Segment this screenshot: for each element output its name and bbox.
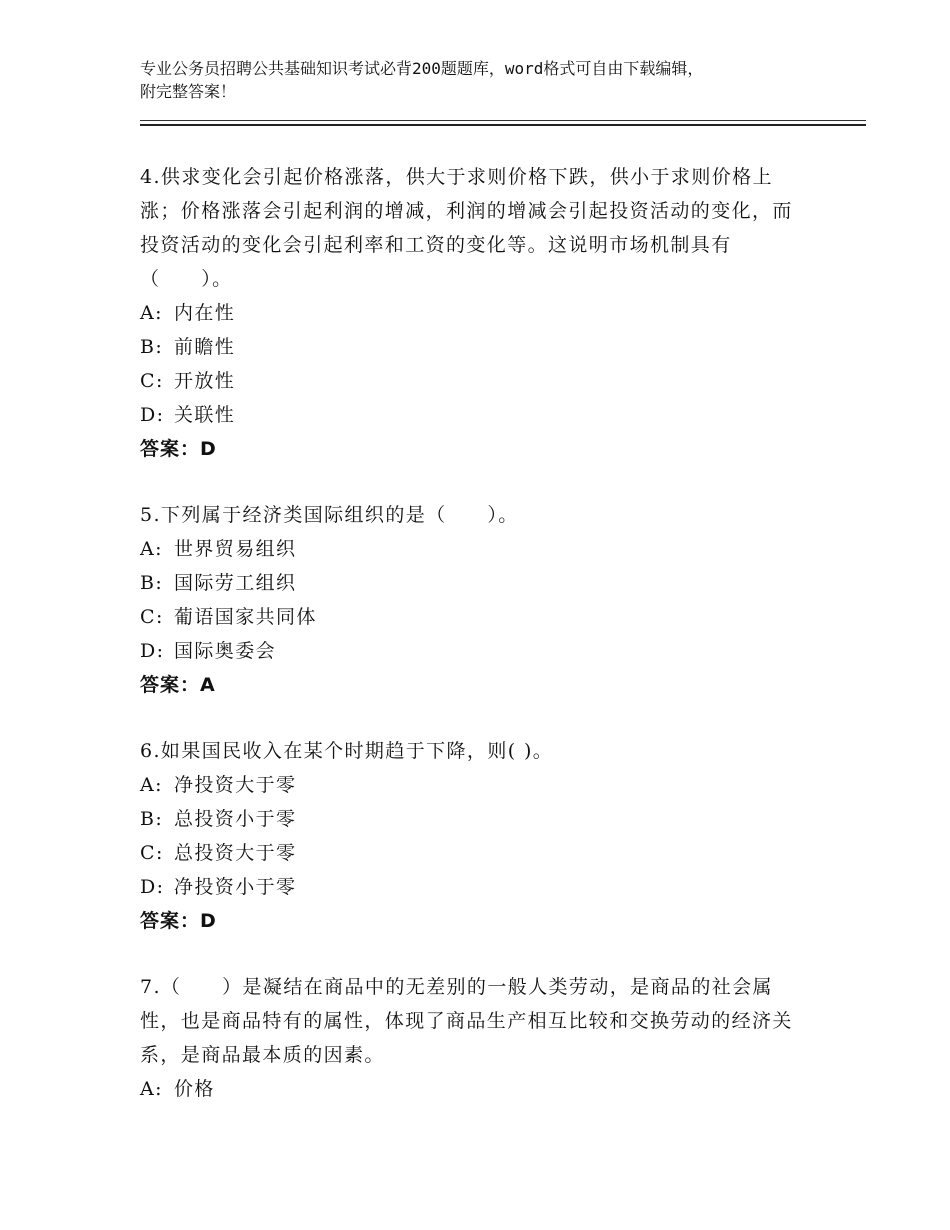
- answer-label: 答案：D: [140, 438, 217, 460]
- option-a: A: 世界贸易组织: [140, 538, 297, 560]
- option-d: D: 关联性: [140, 404, 236, 426]
- answer-label: 答案：D: [140, 910, 217, 932]
- option-a: A: 价格: [140, 1078, 215, 1100]
- header-divider-thin: [140, 120, 866, 121]
- option-a: A: 内在性: [140, 302, 236, 324]
- question-stem: 4.供求变化会引起价格涨落，供大于求则价格下跌，供小于求则价格上涨；价格涨落会引起利润的增减，利润的增减会引起投资活动的变化，而投资活动的变化会引起利率和工资的变化等。这说明市场机制具有（ ）。: [140, 166, 793, 290]
- header-line-1: 专业公务员招聘公共基础知识考试必背200题题库，word格式可自由下载编辑，: [140, 59, 704, 78]
- question-stem: 6.如果国民收入在某个时期趋于下降，则( )。: [140, 740, 554, 762]
- header-divider-thick: [140, 124, 866, 126]
- question-stem: 5.下列属于经济类国际组织的是（ ）。: [140, 504, 519, 526]
- option-c: C: 总投资大于零: [140, 842, 297, 864]
- option-d: D: 国际奥委会: [140, 640, 277, 662]
- question-5: [140, 498, 800, 702]
- option-b: B: 总投资小于零: [140, 808, 297, 830]
- question-7: [140, 970, 800, 1106]
- question-list: [140, 160, 800, 1138]
- option-c: C: 葡语国家共同体: [140, 606, 317, 628]
- question-6: [140, 734, 800, 938]
- question-4: [140, 160, 800, 466]
- option-c: C: 开放性: [140, 370, 236, 392]
- header-line-2: 附完整答案！: [140, 82, 237, 101]
- question-stem: 7.（ ）是凝结在商品中的无差别的一般人类劳动，是商品的社会属性，也是商品特有的属性，体现了商品生产相互比较和交换劳动的经济关系，是商品最本质的因素。: [140, 976, 793, 1066]
- option-d: D: 净投资小于零: [140, 876, 297, 898]
- answer-label: 答案：A: [140, 674, 216, 696]
- document-header: [140, 57, 800, 103]
- option-a: A: 净投资大于零: [140, 774, 297, 796]
- option-b: B: 国际劳工组织: [140, 572, 297, 594]
- option-b: B: 前瞻性: [140, 336, 236, 358]
